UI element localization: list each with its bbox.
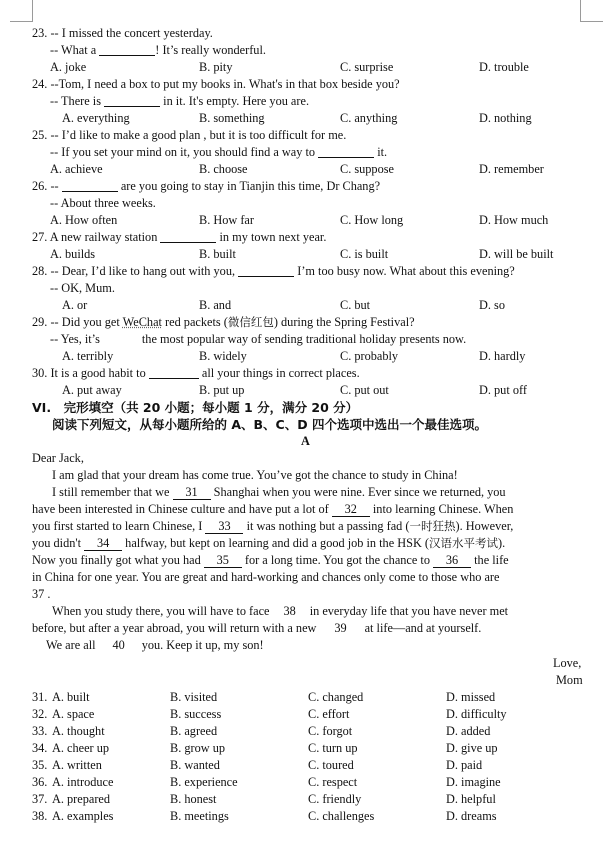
- letter-line-3: have been interested in Chinese culture and have put a lot of 32 into learning Chinese. When: [32, 502, 514, 516]
- option-d[interactable]: D. dreams: [446, 809, 497, 823]
- option-b[interactable]: B. success: [170, 707, 222, 721]
- blank-33[interactable]: 33: [205, 520, 243, 534]
- question-28-sub: -- OK, Mum.: [50, 281, 115, 295]
- letter-line-10: before, but after a year abroad, you will return with a new 39 at life—and at yourself.: [32, 621, 482, 635]
- letter-line-2: I still remember that we 31 Shanghai when you were nine. Ever since we returned, you: [52, 485, 506, 499]
- option-d[interactable]: D. How much: [479, 213, 549, 227]
- option-a[interactable]: A. builds: [50, 247, 96, 261]
- question-29-sub: -- Yes, it’s the most popular way of sending traditional holiday presents now.: [50, 332, 467, 346]
- crop-mark-left-h: [10, 21, 32, 22]
- option-c[interactable]: C. respect: [308, 775, 358, 789]
- option-a[interactable]: A. written: [52, 758, 102, 772]
- crop-mark-right-h: [581, 21, 603, 22]
- option-c[interactable]: C. effort: [308, 707, 350, 721]
- question-27-stem: 27. A new railway station in my town next year.: [32, 230, 327, 244]
- option-a[interactable]: A. prepared: [52, 792, 111, 806]
- question-24-stem: 24. --Tom, I need a box to put my books in. What's in that box beside you?: [32, 77, 400, 91]
- section-title: VI. 完形填空（共 20 小题；每小题 1 分，满分 20 分）: [32, 400, 359, 415]
- section-instruction: 阅读下列短文，从每小题所给的 A、B、C、D 四个选项中选出一个最佳选项。: [52, 417, 487, 432]
- blank-38[interactable]: 38: [283, 604, 296, 618]
- option-b[interactable]: B. honest: [170, 792, 217, 806]
- option-d[interactable]: D. give up: [446, 741, 498, 755]
- option-c[interactable]: C. toured: [308, 758, 354, 772]
- option-a[interactable]: A. joke: [50, 60, 87, 74]
- option-c[interactable]: C. surprise: [340, 60, 394, 74]
- blank-37[interactable]: 37: [32, 587, 45, 601]
- letter-p1: I am glad that your dream has come true. You’ve got the chance to study in China!: [52, 468, 458, 482]
- option-b[interactable]: B. wanted: [170, 758, 220, 772]
- option-c[interactable]: C. suppose: [340, 162, 394, 176]
- question-30-stem: 30. It is a good habit to all your things in correct places.: [32, 366, 360, 380]
- option-b[interactable]: B. choose: [199, 162, 248, 176]
- question-25-stem: 25. -- I’d like to make a good plan , but it is too difficult for me.: [32, 128, 347, 142]
- question-26-sub: -- About three weeks.: [50, 196, 156, 210]
- blank-32[interactable]: 32: [332, 503, 370, 517]
- crop-mark-left-v: [32, 0, 33, 22]
- option-b[interactable]: B. agreed: [170, 724, 218, 738]
- letter-line-7: in China for one year. You are great and hard-working and chances only come to those who are: [32, 570, 500, 584]
- option-b[interactable]: B. widely: [199, 349, 247, 363]
- crop-mark-right-v: [580, 0, 581, 22]
- option-c[interactable]: C. friendly: [308, 792, 362, 806]
- option-a[interactable]: A. How often: [50, 213, 118, 227]
- option-c[interactable]: C. changed: [308, 690, 364, 704]
- letter-line-4: you first started to learn Chinese, I 33 it was nothing but a passing fad (一时狂热). However,: [32, 519, 514, 533]
- option-a[interactable]: A. achieve: [50, 162, 103, 176]
- option-a[interactable]: A. introduce: [52, 775, 114, 789]
- option-b[interactable]: B. put up: [199, 383, 245, 397]
- option-b[interactable]: B. and: [199, 298, 232, 312]
- option-c[interactable]: C. forgot: [308, 724, 353, 738]
- blank[interactable]: [160, 230, 216, 243]
- blank-34[interactable]: 34: [84, 537, 122, 551]
- blank-31[interactable]: 31: [173, 486, 211, 500]
- letter-closing: Love,: [553, 656, 582, 670]
- option-c[interactable]: C. challenges: [308, 809, 375, 823]
- blank[interactable]: [318, 145, 374, 158]
- question-25-sub: -- If you set your mind on it, you should find a way to it.: [50, 145, 388, 159]
- letter-signature: Mom: [556, 673, 583, 687]
- option-c[interactable]: C. put out: [340, 383, 389, 397]
- option-a[interactable]: A. space: [52, 707, 95, 721]
- blank[interactable]: [149, 366, 199, 379]
- blank-36[interactable]: 36: [433, 554, 471, 568]
- option-b[interactable]: B. visited: [170, 690, 218, 704]
- option-a[interactable]: A. everything: [62, 111, 130, 125]
- letter-line-5: you didn't 34 halfway, but kept on learning and did a good job in the HSK (汉语水平考试).: [32, 536, 506, 550]
- option-c[interactable]: C. anything: [340, 111, 398, 125]
- option-d[interactable]: D. remember: [479, 162, 544, 176]
- blank-40[interactable]: 40: [112, 638, 125, 652]
- option-d[interactable]: D. trouble: [479, 60, 529, 74]
- option-c[interactable]: C. turn up: [308, 741, 358, 755]
- question-29-stem: 29. -- Did you get WeChat red packets (微信红包) during the Spring Festival?: [32, 315, 415, 329]
- option-d[interactable]: D. so: [479, 298, 505, 312]
- option-d[interactable]: D. imagine: [446, 775, 501, 789]
- option-a[interactable]: A. put away: [62, 383, 122, 397]
- option-d[interactable]: D. helpful: [446, 792, 496, 806]
- question-28-stem: 28. -- Dear, I’d like to hang out with you, I’m too busy now. What about this evening?: [32, 264, 515, 278]
- option-b[interactable]: B. experience: [170, 775, 238, 789]
- blank-35[interactable]: 35: [204, 554, 242, 568]
- blank[interactable]: [104, 94, 160, 107]
- option-c[interactable]: C. probably: [340, 349, 399, 363]
- option-b[interactable]: B. something: [199, 111, 265, 125]
- option-a[interactable]: A. terribly: [62, 349, 114, 363]
- option-b[interactable]: B. grow up: [170, 741, 225, 755]
- question-26-stem: 26. -- are you going to stay in Tianjin this time, Dr Chang?: [32, 179, 381, 193]
- option-d[interactable]: D. will be built: [479, 247, 554, 261]
- option-d[interactable]: D. missed: [446, 690, 496, 704]
- blank[interactable]: [62, 179, 118, 192]
- option-a[interactable]: A. examples: [52, 809, 114, 823]
- option-d[interactable]: D. paid: [446, 758, 483, 772]
- option-b[interactable]: B. How far: [199, 213, 254, 227]
- question-23-sub: -- What a ! It’s really wonderful.: [50, 43, 266, 57]
- option-c[interactable]: C. is built: [340, 247, 389, 261]
- option-d[interactable]: D. nothing: [479, 111, 532, 125]
- option-b[interactable]: B. built: [199, 247, 236, 261]
- option-d[interactable]: D. added: [446, 724, 491, 738]
- option-d[interactable]: D. difficulty: [446, 707, 507, 721]
- option-d[interactable]: D. put off: [479, 383, 527, 397]
- part-label: A: [301, 434, 310, 448]
- option-a[interactable]: A. thought: [52, 724, 105, 738]
- option-c[interactable]: C. How long: [340, 213, 404, 227]
- letter-line-8: 37 .: [32, 587, 51, 601]
- blank[interactable]: [238, 264, 294, 277]
- option-a[interactable]: A. cheer up: [52, 741, 110, 755]
- option-d[interactable]: D. hardly: [479, 349, 526, 363]
- option-a[interactable]: A. or: [62, 298, 88, 312]
- letter-line-6: Now you finally got what you had 35 for a long time. You got the chance to 36 the life: [32, 553, 509, 567]
- letter-line-11: We are all 40 you. Keep it up, my son!: [46, 638, 264, 652]
- option-b[interactable]: B. meetings: [170, 809, 229, 823]
- blank-39[interactable]: 39: [334, 621, 347, 635]
- letter-greeting: Dear Jack,: [32, 451, 84, 465]
- question-24-sub: -- There is in it. It's empty. Here you are.: [50, 94, 310, 108]
- letter-line-9: When you study there, you will have to face 38 in everyday life that you have never met: [52, 604, 509, 618]
- blank[interactable]: [99, 43, 155, 56]
- option-c[interactable]: C. but: [340, 298, 371, 312]
- option-a[interactable]: A. built: [52, 690, 90, 704]
- option-b[interactable]: B. pity: [199, 60, 233, 74]
- question-23-stem: 23. -- I missed the concert yesterday.: [32, 26, 213, 40]
